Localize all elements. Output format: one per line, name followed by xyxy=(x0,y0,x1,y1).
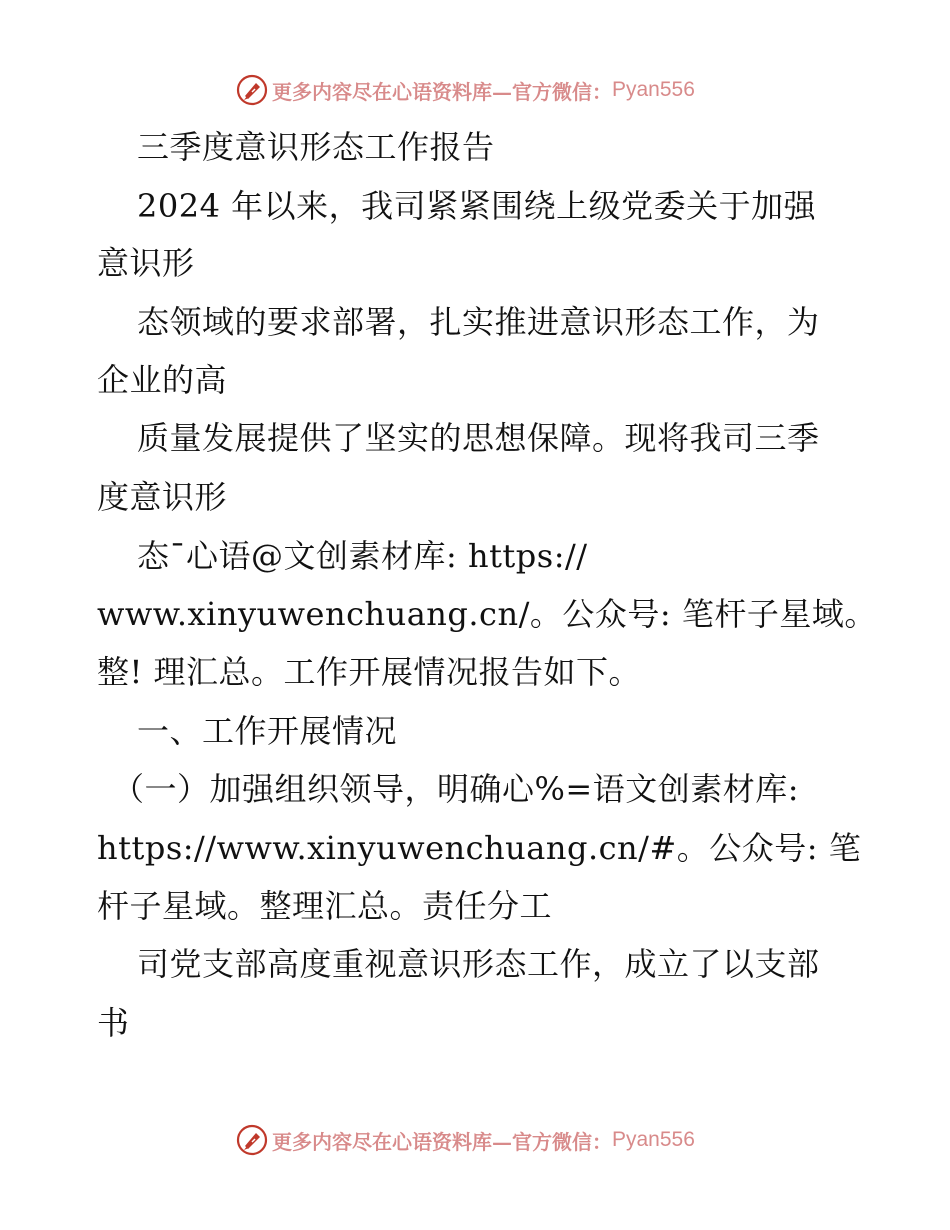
fountain-pen-logo-icon xyxy=(236,1124,268,1156)
body-line: www.xinyuwenchuang.cn/。公众号: 笔杆子星域。 xyxy=(97,595,877,633)
body-line: 态领域的要求部署，扎实推进意识形态工作，为 xyxy=(137,303,820,341)
header-banner xyxy=(236,72,695,108)
body-line: 书 xyxy=(97,1004,130,1042)
footer-banner xyxy=(236,1122,695,1158)
body-line: 企业的高 xyxy=(97,361,228,399)
banner-text: 更多内容尽在心语资料库—官方微信： xyxy=(272,79,612,104)
section-heading: 一、工作开展情况 xyxy=(137,712,398,750)
body-line: 2024 年以来，我司紧紧围绕上级党委关于加强 xyxy=(137,187,817,225)
body-line: 意识形 xyxy=(97,244,195,282)
document-title: 三季度意识形态工作报告 xyxy=(137,128,495,166)
body-line: 整! 理汇总。工作开展情况报告如下。 xyxy=(97,653,642,691)
body-line: 态¯心语@文创素材库: https:// xyxy=(137,537,588,575)
body-line: 司党支部高度重视意识形态工作，成立了以支部 xyxy=(137,945,820,983)
body-line: 度意识形 xyxy=(97,478,228,516)
body-line: 质量发展提供了坚实的思想保障。现将我司三季 xyxy=(137,419,820,457)
banner-wechat-id: Pyan556 xyxy=(612,78,695,101)
body-line: 杆子星域。整理汇总。责任分工 xyxy=(97,887,553,925)
banner-text: 更多内容尽在心语资料库—官方微信： xyxy=(272,1129,612,1154)
banner-wechat-id: Pyan556 xyxy=(612,1128,695,1151)
body-line: https://www.xinyuwenchuang.cn/#。公众号: 笔 xyxy=(97,829,862,867)
subsection-heading: （一）加强组织领导，明确心%=语文创素材库: xyxy=(112,770,800,808)
fountain-pen-logo-icon xyxy=(236,74,268,106)
